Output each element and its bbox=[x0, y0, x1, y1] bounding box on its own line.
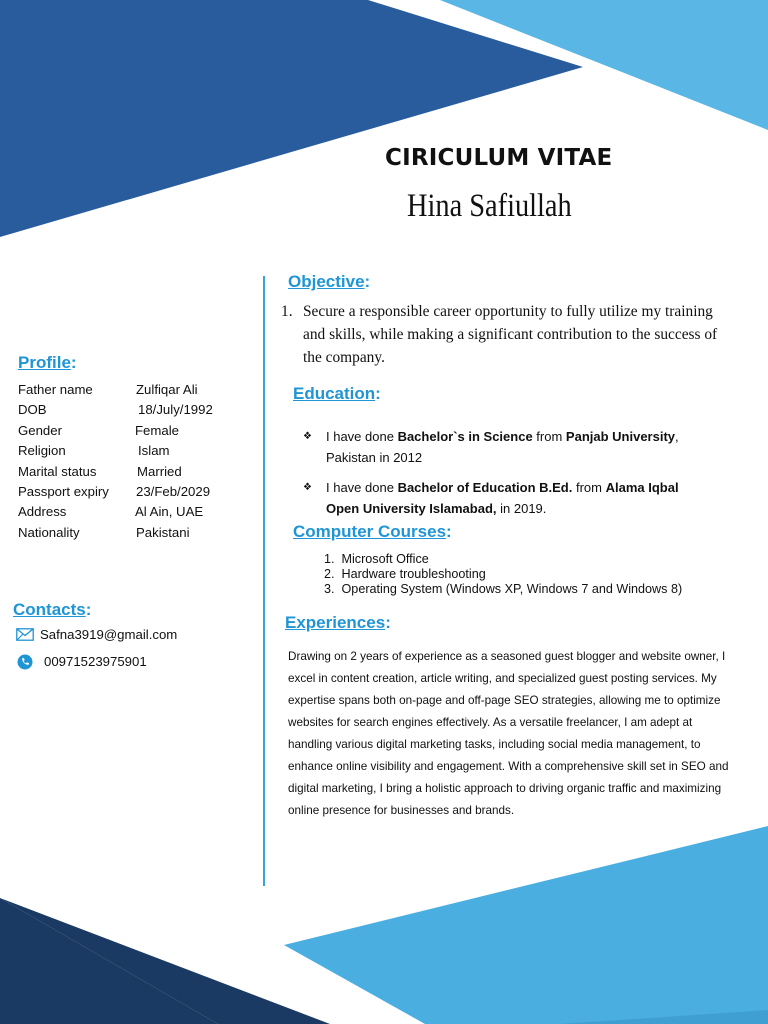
profile-table bbox=[18, 380, 213, 543]
objective-heading: Objective: bbox=[288, 272, 371, 291]
phone-text: 00971523975901 bbox=[44, 654, 147, 669]
experience-text: Drawing on 2 years of experience as a seasoned guest blogger and website owner, I excel in content creation, article writing, and specialized guest posting services. My expertise spans both on-page and off-page SEO strategies, allowing me to optimize websites for search engines effectively. As a versatile freelancer, I am adept at handling various digital marketing tasks, including social media management, to enhance online visibility and engagement. With a comprehensive skill set in SEO and digital marketing, I bring a holistic approach to driving organic traffic and maximizing online presence for businesses and brands. bbox=[288, 650, 729, 817]
document-title: CIRICULUM VITAE bbox=[385, 145, 613, 171]
courses-list bbox=[324, 552, 682, 597]
profile-row: Nationality Pakistani bbox=[18, 524, 190, 540]
profile-row: Gender Female bbox=[18, 422, 179, 438]
bottom-light-triangle bbox=[284, 826, 768, 1024]
courses-heading: Computer Courses: bbox=[293, 522, 452, 541]
education-heading: Education: bbox=[293, 384, 381, 403]
profile-row: Father name Zulfiqar Ali bbox=[18, 382, 198, 397]
phone-contact[interactable] bbox=[16, 654, 147, 669]
profile-row: DOB 18/July/1992 bbox=[18, 402, 213, 418]
education-item: ❖ I have done Bachelor of Education B.Ed. from Alama Iqbal Open University Islamabad, in 2019. bbox=[303, 477, 703, 519]
experiences-heading: Experiences: bbox=[285, 613, 391, 632]
candidate-name: Hina Safiullah bbox=[407, 188, 572, 224]
course-item: 3. Operating System (Windows XP, Windows 7 and Windows 8) bbox=[324, 582, 683, 596]
profile-row: Address Al Ain, UAE bbox=[18, 504, 204, 520]
bullet-icon: ❖ bbox=[303, 482, 312, 493]
phone-icon bbox=[16, 655, 34, 669]
profile-row: Religion Islam bbox=[18, 443, 170, 459]
bullet-icon: ❖ bbox=[303, 431, 312, 442]
objective-item: Secure a responsible career opportunity to fully utilize my training and skills, while making a significant contribution to the success of the company. bbox=[303, 303, 718, 366]
email-text: Safna3919@gmail.com bbox=[40, 627, 178, 642]
objective-list: 1. Secure a responsible career opportunity to fully utilize my training and skills, while making a significant contribution to the success of the company. bbox=[281, 300, 721, 369]
education-item: ❖ I have done Bachelor`s in Science from Panjab University, Pakistan in 2012 bbox=[303, 426, 703, 468]
profile-row: Passport expiry 23/Feb/2029 bbox=[18, 484, 211, 500]
contacts-heading: Contacts: bbox=[13, 600, 92, 619]
course-item: 1. Microsoft Office bbox=[324, 552, 429, 566]
course-item: 2. Hardware troubleshooting bbox=[324, 567, 486, 581]
profile-row: Marital status Married bbox=[18, 463, 182, 479]
profile-heading: Profile: bbox=[18, 353, 77, 372]
email-contact[interactable] bbox=[16, 627, 177, 642]
envelope-icon bbox=[16, 628, 34, 642]
column-divider bbox=[263, 276, 265, 886]
